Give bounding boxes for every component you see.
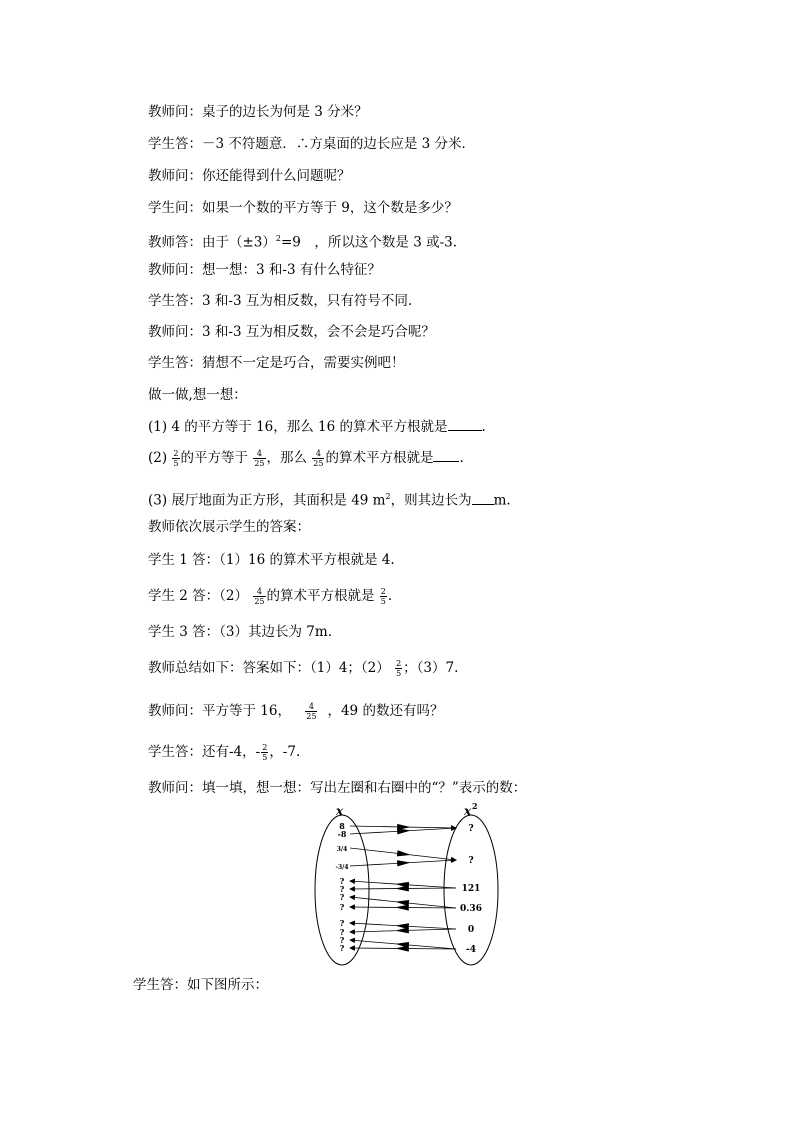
left-item: ? (339, 927, 345, 937)
arrowhead (350, 921, 355, 925)
fraction-num: 2 (396, 659, 402, 668)
question-1-end: . (481, 419, 486, 435)
arrowhead (397, 946, 408, 951)
arrowhead (350, 946, 355, 950)
right-item: 0.36 (460, 904, 482, 914)
fraction-2-5 (172, 449, 179, 468)
student-answer-negatives (148, 743, 300, 762)
left-item: -8 (337, 829, 347, 839)
teacher-fill-in: 教师问：填一填，想一想：写出左圈和右圈中的“？”表示的数： (148, 780, 527, 796)
answer-3: 学生 3 答：（3）其边长为 7m. (148, 624, 332, 640)
left-item: ? (339, 943, 345, 953)
right-item: 121 (461, 884, 481, 894)
question-3-text-b: ，则其边长为 (390, 492, 472, 509)
answer-2-text: 的算术平方根就是 (266, 588, 375, 604)
answer-1: 学生 1 答：（1）16 的算术平方根就是 4. (148, 552, 395, 568)
left-item: 3/4 (336, 846, 348, 853)
left-item: ? (339, 892, 345, 902)
question-1 (148, 418, 486, 436)
right-item: ? (468, 856, 474, 866)
line-6: 教师问：想一想：3 和-3 有什么特征？ (148, 262, 381, 278)
left-circle-label: x (336, 804, 344, 818)
line-7: 学生答：3 和-3 互为相反数，只有符号不同. (148, 293, 413, 309)
answer-blank (448, 418, 482, 431)
right-item: ? (468, 824, 474, 834)
mapping-diagram (300, 800, 520, 972)
question-2-end: . (459, 450, 464, 466)
square-sup: 2 (385, 492, 391, 501)
question-3-text: (3) 展厅地面为正方形，其面积是 49 m (148, 492, 386, 509)
fraction-den: 5 (173, 459, 179, 468)
fraction-2-5 (261, 743, 268, 762)
fraction-num: 2 (173, 449, 179, 458)
line-1: 教师问：桌子的边长为何是 3 分米？ (148, 104, 368, 120)
arrowhead (397, 901, 409, 906)
answer-2-end: . (387, 588, 393, 604)
arrowhead (350, 887, 355, 891)
fraction-num: 4 (312, 449, 324, 459)
arrowhead (397, 905, 408, 910)
student-answer-end: ，-7. (269, 744, 301, 760)
fraction-den: 25 (306, 712, 317, 721)
line-10: 做一做,想一想： (148, 387, 247, 403)
left-item: ? (339, 935, 345, 945)
arrowhead (451, 858, 456, 862)
line-11: 教师依次展示学生的答案： (148, 519, 310, 535)
square-sup: 2 (275, 234, 281, 243)
fraction-num: 2 (262, 743, 268, 752)
left-item: -3/4 (335, 864, 349, 871)
left-item: ? (339, 918, 345, 928)
fraction-den: 25 (313, 459, 324, 468)
arrowhead (350, 930, 355, 934)
answer-blank (472, 492, 494, 505)
fraction-num: 4 (253, 587, 265, 597)
question-3 (148, 488, 511, 510)
fraction-den: 5 (396, 669, 402, 678)
question-2 (148, 449, 464, 468)
line-5-b: =9 ，所以这个数是 3 或-3. (281, 234, 458, 251)
question-3-unit: m. (493, 492, 511, 509)
line-5 (148, 230, 457, 252)
line-5-a: 教师答：由于（±3） (148, 234, 276, 251)
left-item: ? (339, 876, 345, 886)
question-2-label: (2) (148, 450, 168, 466)
right-item: 0 (467, 925, 475, 935)
right-label-exponent: 2 (472, 801, 478, 811)
teacher-question-end: ，49 的数还有吗？ (327, 703, 444, 719)
answer-blank (433, 449, 459, 462)
fraction-num: 4 (253, 449, 265, 459)
fraction-den: 5 (262, 753, 268, 762)
question-2-text-d: 的算术平方根就是 (325, 450, 434, 466)
fraction-4-25 (305, 702, 317, 721)
line-3: 教师问：你还能得到什么问题呢？ (148, 168, 351, 184)
arrowhead (350, 905, 355, 909)
fraction-den: 5 (380, 597, 386, 606)
arrowhead (350, 879, 355, 883)
fraction-4-25 (253, 449, 265, 468)
fraction-den: 25 (254, 597, 265, 606)
teacher-question-text: 教师问：平方等于 16， (148, 703, 291, 719)
fraction-4-25 (253, 587, 265, 606)
right-circle-label: x (464, 804, 472, 818)
fraction-den: 25 (254, 459, 265, 468)
summary-end: ；（3）7. (403, 660, 459, 676)
line-4: 学生问：如果一个数的平方等于 9，这个数是多少？ (148, 200, 458, 216)
question-2-text-c: ，那么 (266, 450, 307, 466)
question-2-text-b: 的平方等于 (180, 450, 249, 466)
line-2: 学生答：－3 不符题意．∴方桌面的边长应是 3 分米． (148, 136, 476, 152)
teacher-question-squares (148, 702, 443, 721)
fraction-4-25 (312, 449, 324, 468)
summary-text: 教师总结如下：答案如下：（1）4；（2） (148, 660, 390, 676)
answer-2 (148, 587, 392, 606)
arrowhead (397, 829, 409, 834)
arrowhead (397, 861, 409, 866)
arrowhead (350, 938, 355, 942)
question-1-text: (1) 4 的平方等于 16，那么 16 的算术平方根就是 (148, 419, 448, 435)
arrowhead (350, 895, 355, 899)
left-item: ? (339, 884, 345, 894)
line-8: 教师问：3 和-3 互为相反数，会不会是巧合呢？ (148, 324, 435, 340)
summary (148, 659, 458, 678)
right-item: -4 (466, 945, 476, 955)
arrowhead (397, 928, 408, 933)
student-answer-text: 学生答：还有-4，- (148, 744, 261, 760)
fraction-2-5 (395, 659, 402, 678)
fraction-2-5 (380, 587, 387, 606)
fraction-num: 2 (380, 587, 386, 596)
left-item: 8 (339, 821, 345, 831)
arrowhead (397, 886, 408, 891)
left-item: ? (339, 902, 345, 912)
fraction-num: 4 (305, 702, 317, 712)
answer-2-label: 学生 2 答：（2） (148, 588, 249, 604)
final-line: 学生答：如下图所示： (133, 977, 268, 993)
arrowhead (397, 851, 409, 856)
line-9: 学生答：猜想不一定是巧合，需要实例吧！ (148, 355, 405, 371)
